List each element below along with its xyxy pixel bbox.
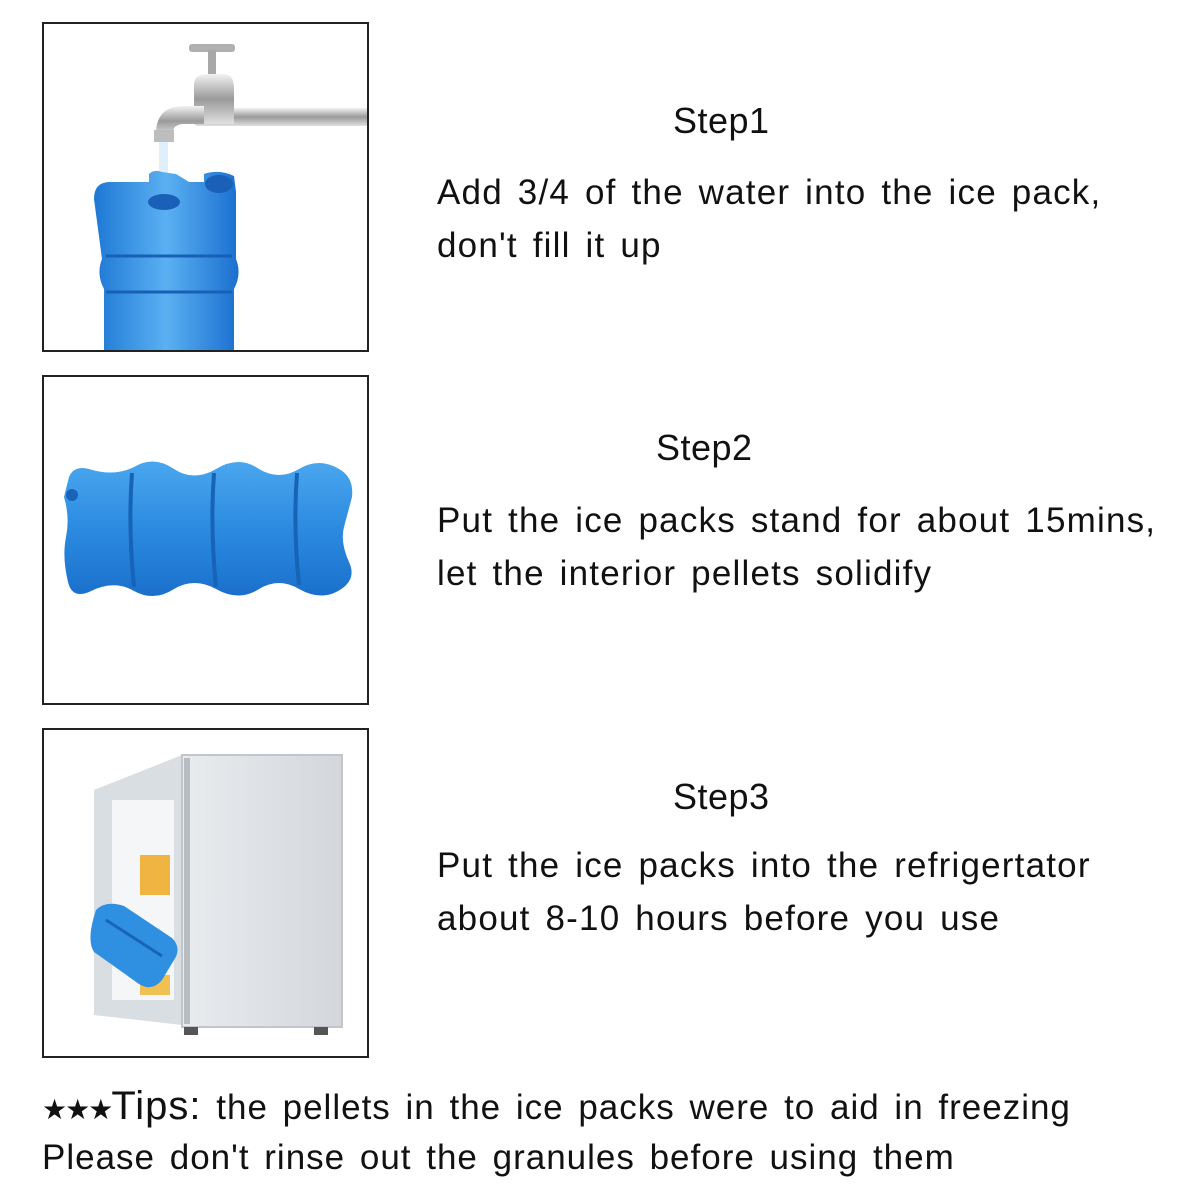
tips-label: Tips:: [111, 1084, 202, 1128]
step2-description: Put the ice packs stand for about 15mins, let the interior pellets solidify: [437, 501, 1157, 593]
wavy-ice-pack-icon: [44, 377, 367, 703]
faucet-filling-ice-pack-icon: [44, 24, 367, 350]
step1-image-frame: [42, 22, 369, 352]
step1-description: Add 3/4 of the water into the ice pack, don't fill it up: [437, 173, 1102, 265]
step1-title: Step1: [673, 100, 770, 141]
tips-note: [42, 1082, 1172, 1182]
tips-line1: the pellets in the ice packs were to aid in freezing: [216, 1088, 1071, 1127]
step3-title: Step3: [673, 776, 770, 817]
tips-line2: Please don't rinse out the granules before using them: [42, 1138, 955, 1177]
star-rating-icon: ★★★: [42, 1094, 112, 1125]
step2-title: Step2: [656, 427, 753, 468]
refrigerator-with-ice-pack-icon: [44, 730, 367, 1056]
step3-description: Put the ice packs into the refrigertator about 8-10 hours before you use: [437, 846, 1091, 938]
step3-image-frame: [42, 728, 369, 1058]
step2-image-frame: [42, 375, 369, 705]
